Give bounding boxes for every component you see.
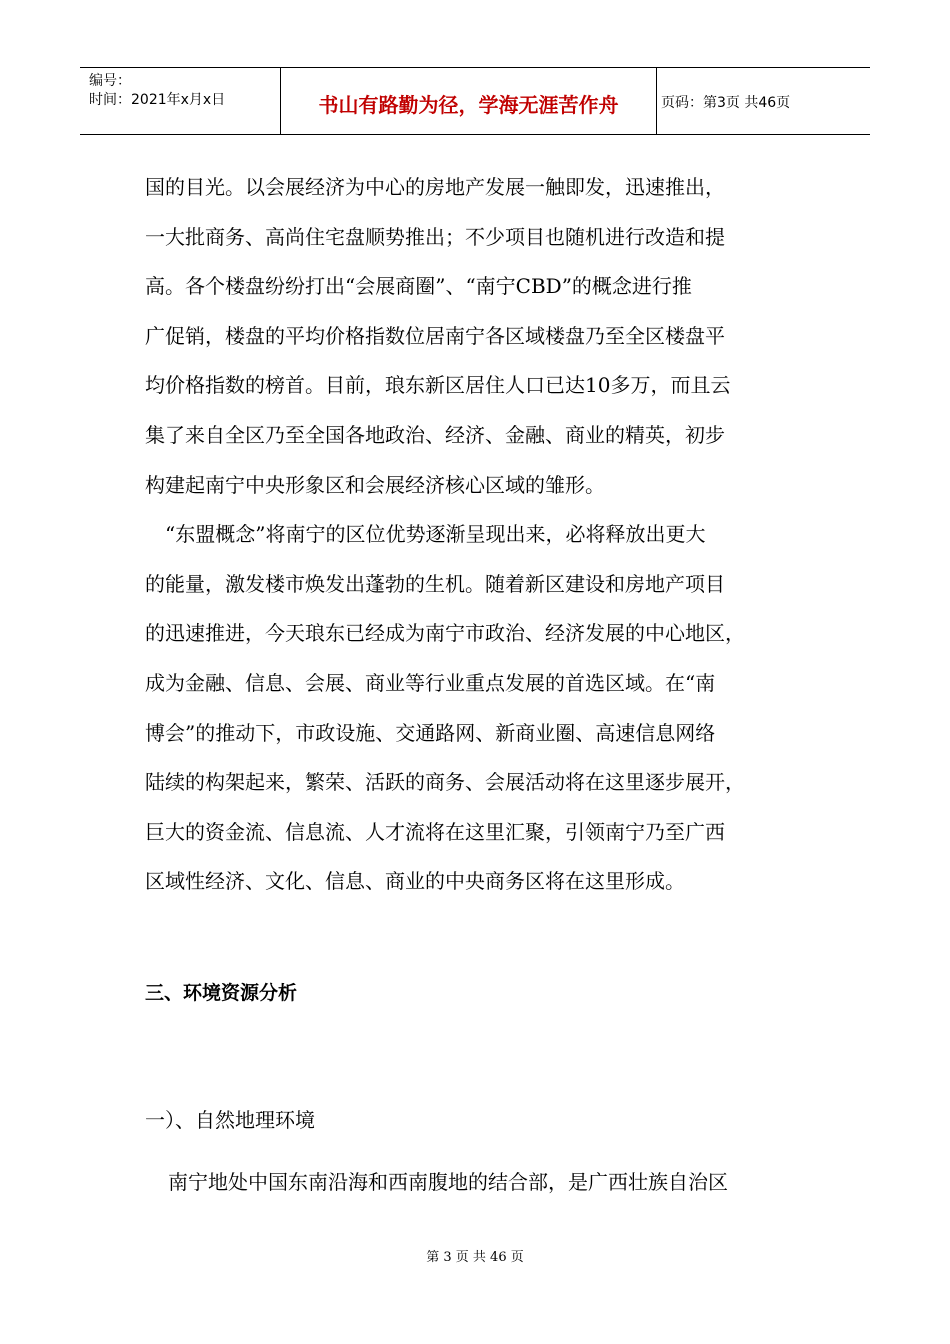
- body-line: 均价格指数的榜首。目前，琅东新区居住人口已达10多万，而且云: [145, 373, 731, 398]
- section-title: 三、环境资源分析: [145, 982, 298, 1004]
- paragraph-start: 南宁地处中国东南沿海和西南腹地的结合部，是广西壮族自治区: [168, 1170, 728, 1194]
- body-line: 陆续的构架起来，繁荣、活跃的商务、会展活动将在这里逐步展开，: [145, 770, 745, 795]
- body-line: 高。各个楼盘纷纷打出“会展商圈”、“南宁CBD”的概念进行推: [145, 274, 692, 299]
- header-meta-cell: [80, 68, 281, 134]
- header-motto: 书山有路勤为径，学海无涯苦作舟: [281, 68, 657, 134]
- body-line: 广促销，楼盘的平均价格指数位居南宁各区域楼盘乃至全区楼盘平: [145, 323, 725, 348]
- body-line: 的能量，激发楼市焕发出蓬勃的生机。随着新区建设和房地产项目: [145, 571, 725, 596]
- body-line: 博会”的推动下，市政设施、交通路网、新商业圈、高速信息网络: [145, 720, 716, 745]
- body-line: 国的目光。以会展经济为中心的房地产发展一触即发，迅速推出，: [145, 175, 725, 199]
- body-text: [145, 163, 825, 907]
- body-line: 巨大的资金流、信息流、人才流将在这里汇聚，引领南宁乃至广西: [145, 819, 725, 844]
- body-line: 成为金融、信息、会展、商业等行业重点发展的首选区域。在“南: [145, 670, 716, 695]
- body-line: 区域性经济、文化、信息、商业的中央商务区将在这里形成。: [145, 869, 685, 894]
- page-header: [80, 67, 870, 135]
- serial-label: 编号：: [89, 73, 131, 89]
- page-footer: 第 3 页 共 46 页: [426, 1250, 524, 1265]
- time-label: 时间：2021年x月x日: [89, 92, 226, 108]
- header-page-info: 页码：第3页 共46页: [661, 95, 791, 111]
- body-line: “东盟概念”将南宁的区位优势逐渐呈现出来，必将释放出更大: [145, 522, 706, 547]
- body-line: 的迅速推进，今天琅东已经成为南宁市政治、经济发展的中心地区，: [145, 621, 745, 646]
- body-line: 一大批商务、高尚住宅盘顺势推出；不少项目也随机进行改造和提: [145, 224, 725, 249]
- body-line: 集了来自全区乃至全国各地政治、经济、金融、商业的精英，初步: [145, 422, 725, 447]
- body-line: 构建起南宁中央形象区和会展经济核心区域的雏形。: [145, 472, 605, 497]
- sub-title: 一）、自然地理环境: [145, 1108, 315, 1132]
